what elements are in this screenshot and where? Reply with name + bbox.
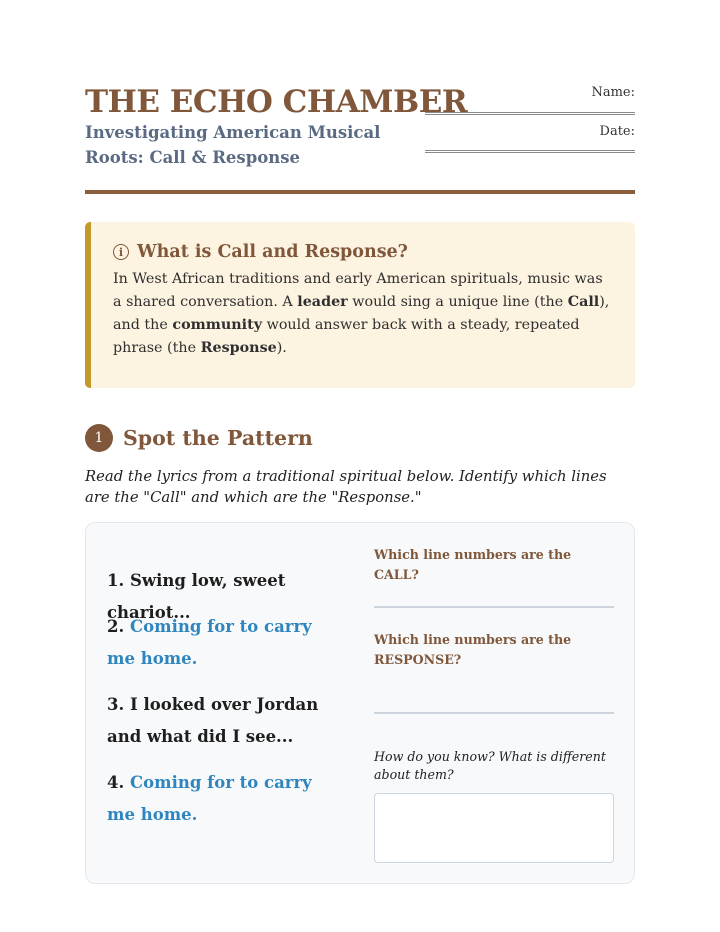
info-text: ).: [276, 340, 287, 356]
name-field-line[interactable]: [425, 112, 635, 115]
worksheet-subtitle: Investigating American Musical Roots: Call & Response: [85, 123, 381, 167]
lyric-text: Swing low, sweet chariot...: [107, 571, 286, 622]
worksheet-header: [85, 84, 635, 194]
date-label: Date:: [599, 124, 635, 139]
info-term-leader: leader: [297, 294, 348, 310]
section-number-badge: 1: [85, 424, 113, 452]
info-term-response: Response: [200, 340, 277, 356]
info-text: In West African traditions and early American spirituals, music was a shared conversation. A: [113, 271, 603, 310]
call-question-label: Which line numbers are the CALL?: [374, 547, 572, 582]
lyric-number: 3.: [107, 695, 125, 714]
activity-card: [85, 522, 635, 884]
explain-answer-box[interactable]: [374, 793, 614, 863]
call-answer-line[interactable]: [374, 606, 614, 608]
section-instructions: Read the lyrics from a traditional spiritual below. Identify which lines are the "Call" and which are the "Response.": [85, 468, 607, 506]
info-title: What is Call and Response?: [137, 242, 408, 262]
worksheet-title: THE ECHO CHAMBER: [85, 84, 468, 120]
info-text: would answer back with a steady, repeated phrase (the: [113, 317, 580, 356]
section-title: Spot the Pattern: [123, 426, 313, 450]
lyric-text: Coming for to carry me home.: [107, 617, 312, 668]
info-callout: [85, 222, 635, 388]
lyric-line: [107, 611, 332, 675]
info-term-community: community: [172, 317, 263, 333]
header-divider: [85, 190, 635, 194]
lyric-line: [107, 689, 332, 753]
name-label: Name:: [591, 85, 635, 100]
info-icon: i: [113, 244, 129, 260]
info-term-call: Call: [567, 294, 600, 310]
lyric-text: Coming for to carry me home.: [107, 773, 312, 824]
explain-question-label: How do you know? What is different about them?: [374, 749, 606, 782]
info-text: ), and the: [113, 294, 610, 333]
date-field-line[interactable]: [425, 150, 635, 153]
info-text: would sing a unique line (the: [347, 294, 568, 310]
lyric-number: 4.: [107, 773, 125, 792]
response-question-label: Which line numbers are the RESPONSE?: [374, 632, 572, 667]
lyric-text: I looked over Jordan and what did I see...: [107, 695, 319, 746]
response-answer-line[interactable]: [374, 712, 614, 714]
info-body: [113, 268, 611, 360]
lyric-line: [107, 767, 332, 831]
lyric-number: 1.: [107, 571, 125, 590]
section-heading: [85, 424, 313, 452]
lyric-number: 2.: [107, 617, 125, 636]
